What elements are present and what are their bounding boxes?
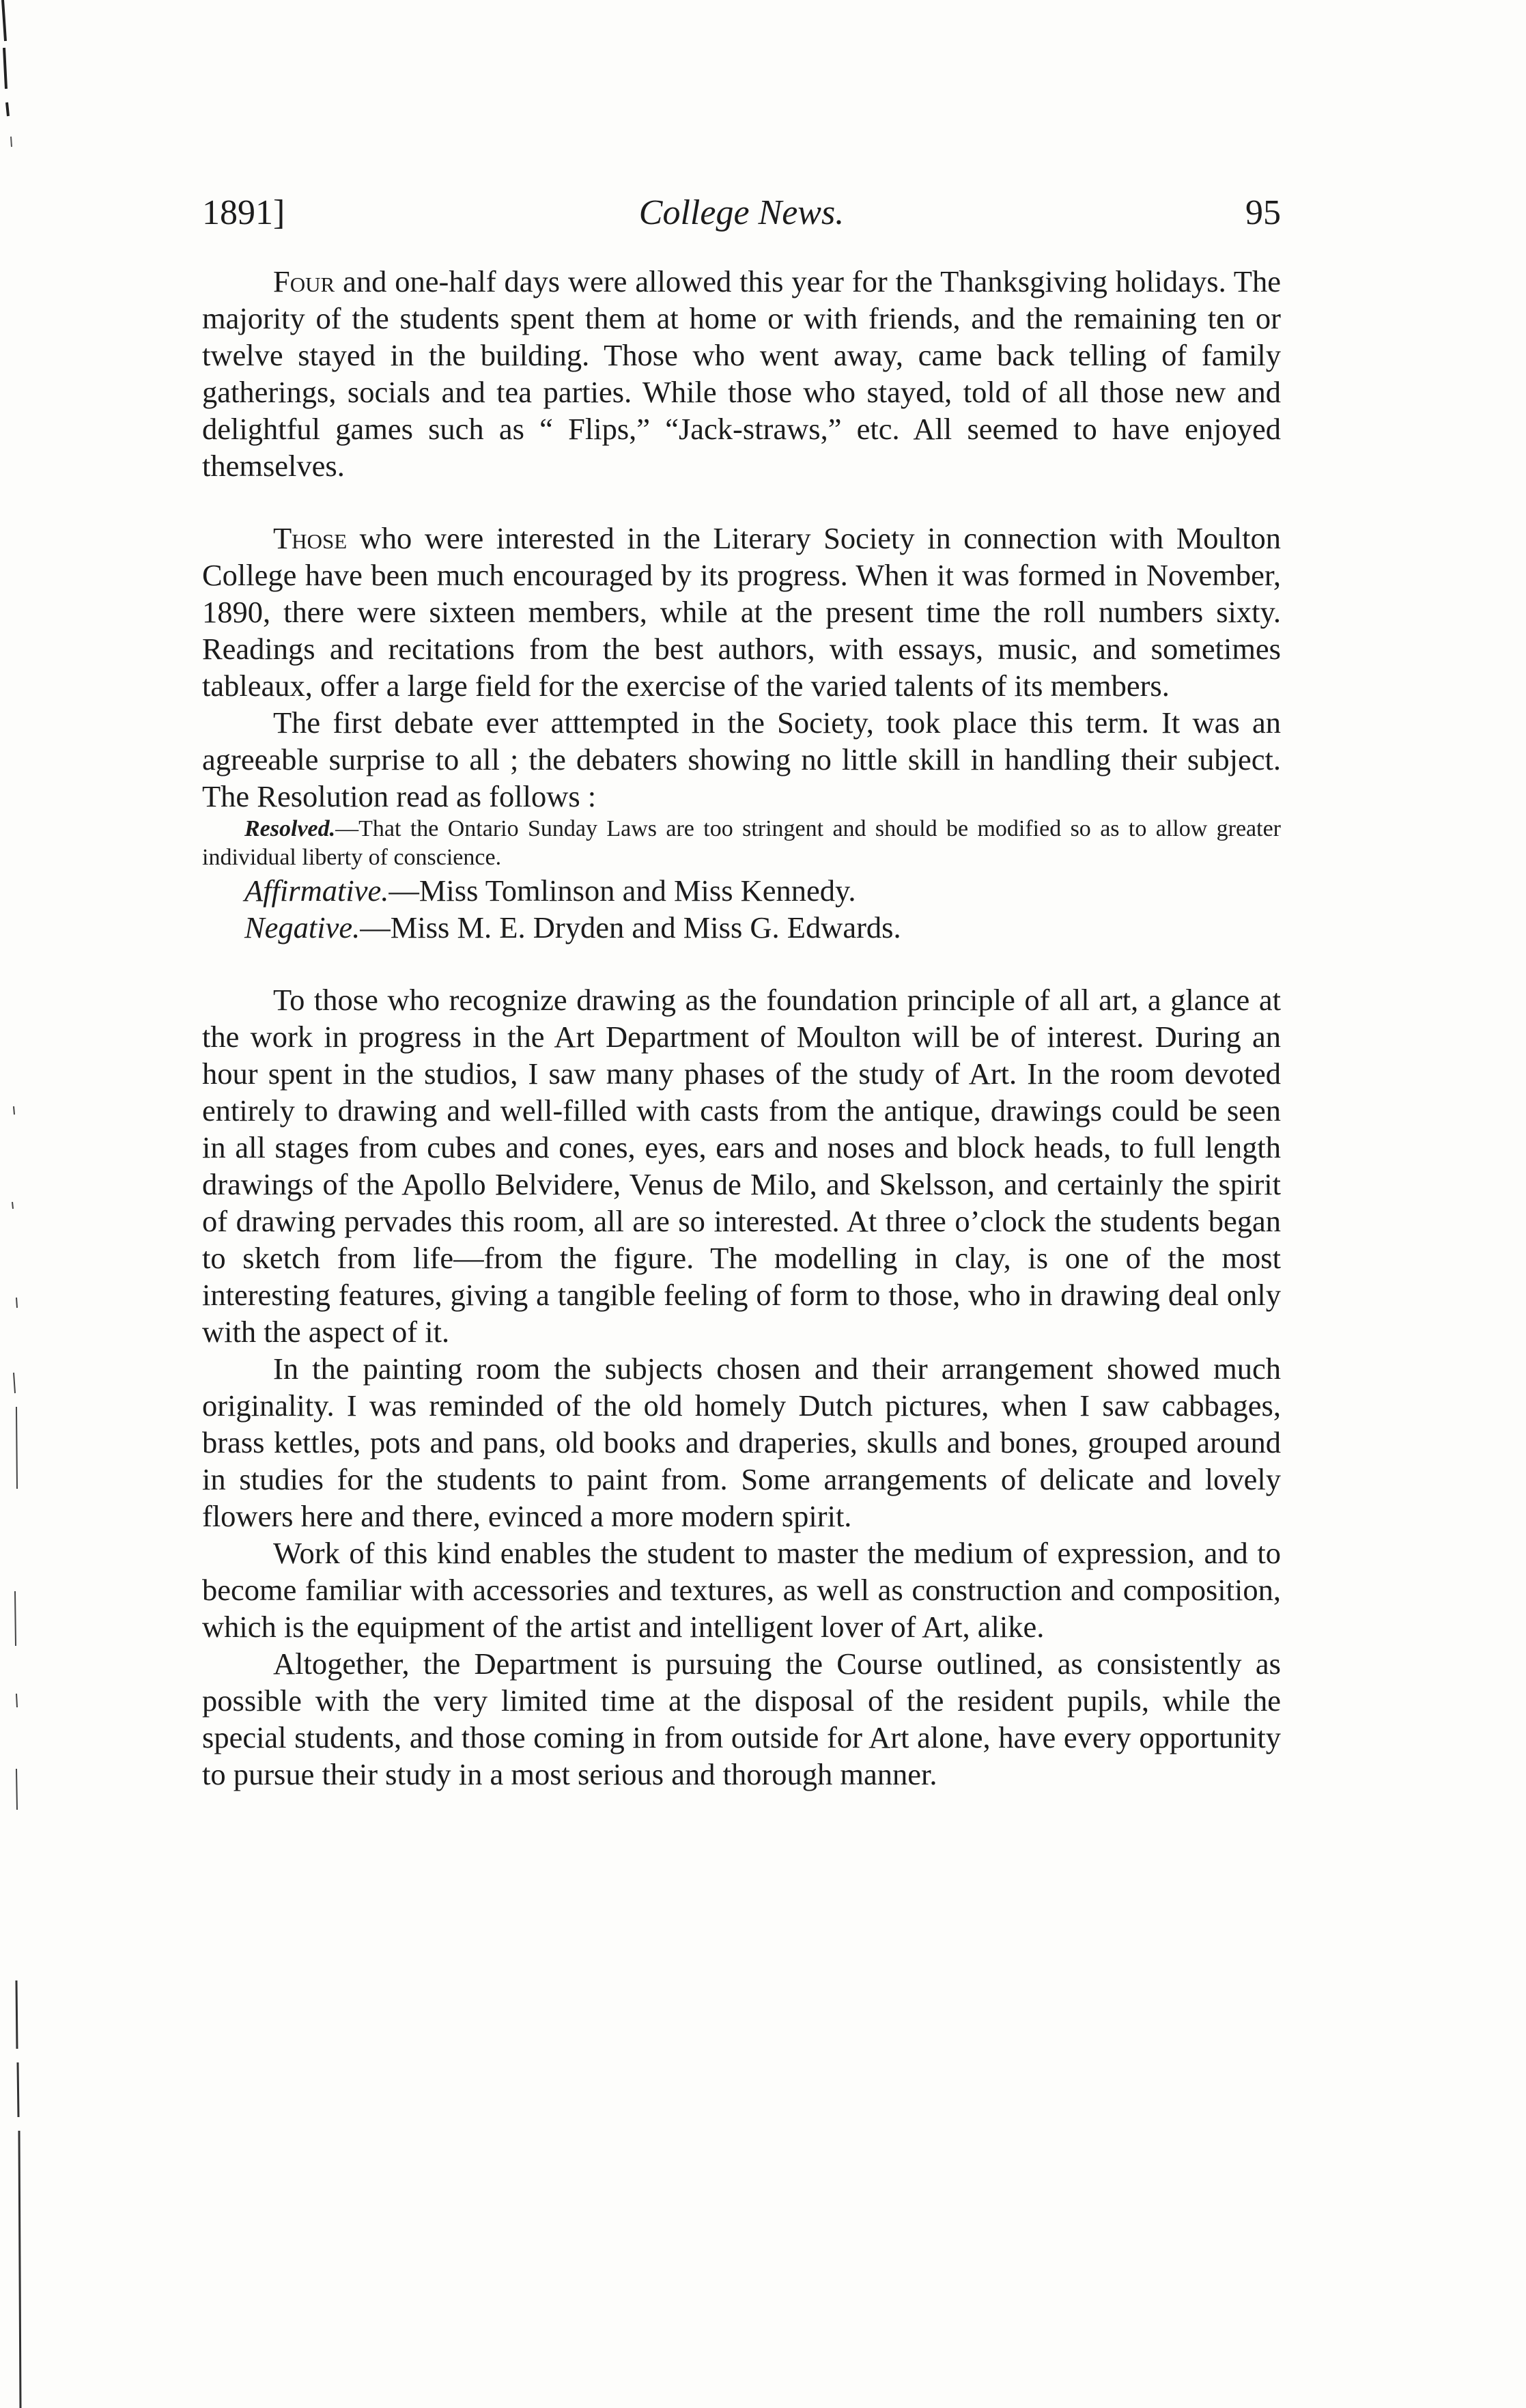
paragraph-art-department: To those who recognize drawing as the foundation principle of all art, a glance at the work in progress in the Art Department of Moulton will be of interest. During an hour spent in the studios, I saw many phases of the study of Art. In the room devoted entirely to drawing and well-filled with casts from the antique, drawings could be seen in all stages from cubes and cones, eyes, ears and noses and block heads, to full length drawings of the Apollo Belvidere, Venus de Milo, and Skelsson, and certainly the spirit of drawing pervades this room, all are so interested. At three o’clock the students began to sketch from life—from the figure. The modelling in clay, is one of the most interesting features, giving a tangible feeling of form to those, who in drawing deal only with the aspect of it.	[202, 983, 1281, 1349]
paragraph-text: and one-half days were allowed this year for the Thanksgiving holidays. The majority of the students spent them at home or with friends, and the remaining ten or twelve stayed in the building. Those who went away, came back telling of family gatherings, socials and tea parties. While those who stayed, told of all those new and delightful games such as “ Flips,” “Jack-straws,” etc. All seemed to have enjoyed themselves.	[202, 264, 1281, 483]
header-title: College News.	[638, 193, 845, 232]
paragraph-text: who were interested in the Literary Society in connection with Moulton College have been much encouraged by its progress. When it was formed in November, 1890, there were sixteen members, while at the present time the roll numbers sixty. Readings and recitations from the best authors, with essays, music, and sometimes tableaux, offer a large field for the exercise of the varied talents of its members.	[202, 521, 1281, 703]
paragraph-painting-room: In the painting room the subjects chosen and their arrangement showed much originality. I was reminded of the old homely Dutch pictures, when I saw cabbages, brass kettles, pots and pans, old books and draperies, skulls and bones, grouped around in studies for the students to paint from. Some arrangements of delicate and lovely flowers here and there, evinced a more modern spirit.	[202, 1352, 1281, 1533]
negative-text: —Miss M. E. Dryden and Miss G. Edwards.	[360, 910, 901, 944]
paragraph-work-kind: Work of this kind enables the student to master the medium of expression, and to become familiar with accessories and textures, as well as construction and composition, which is the equipment of the artist and intelligent lover of Art, alike.	[202, 1536, 1281, 1644]
running-header	[202, 193, 1281, 247]
paragraph-literary-society	[202, 520, 1281, 704]
resolution-label: Resolved.	[244, 816, 336, 841]
header-year: 1891]	[202, 193, 285, 232]
negative-line	[202, 909, 1281, 946]
scan-edge-marks	[0, 0, 75, 2408]
article-body	[202, 263, 1281, 1793]
negative-label: Negative.	[244, 910, 361, 944]
lead-word: Those	[273, 521, 348, 555]
resolution-text: —That the Ontario Sunday Laws are too stringent and should be modified so as to allow greater individual liberty of conscience.	[202, 816, 1281, 870]
affirmative-line	[202, 872, 1281, 909]
paragraph-thanksgiving	[202, 263, 1281, 484]
paragraph-altogether: Altogether, the Department is pursuing the Course outlined, as consistently as possible with the very limited time at the disposal of the resident pupils, while the special students, and those coming in from outside for Art alone, have every opportunity to pursue their study in a most serious and thorough manner.	[202, 1647, 1281, 1791]
lead-word: Four	[273, 264, 335, 298]
affirmative-label: Affirmative.	[244, 873, 389, 908]
page-number: 95	[1245, 193, 1281, 232]
affirmative-text: —Miss Tomlinson and Miss Kennedy.	[388, 873, 856, 908]
paragraph-debate: The first debate ever atttempted in the Society, took place this term. It was an agreeable surprise to all ; the debaters showing no little skill in handling their subject. The Resolution read as follows :	[202, 705, 1281, 813]
resolution	[202, 815, 1281, 872]
